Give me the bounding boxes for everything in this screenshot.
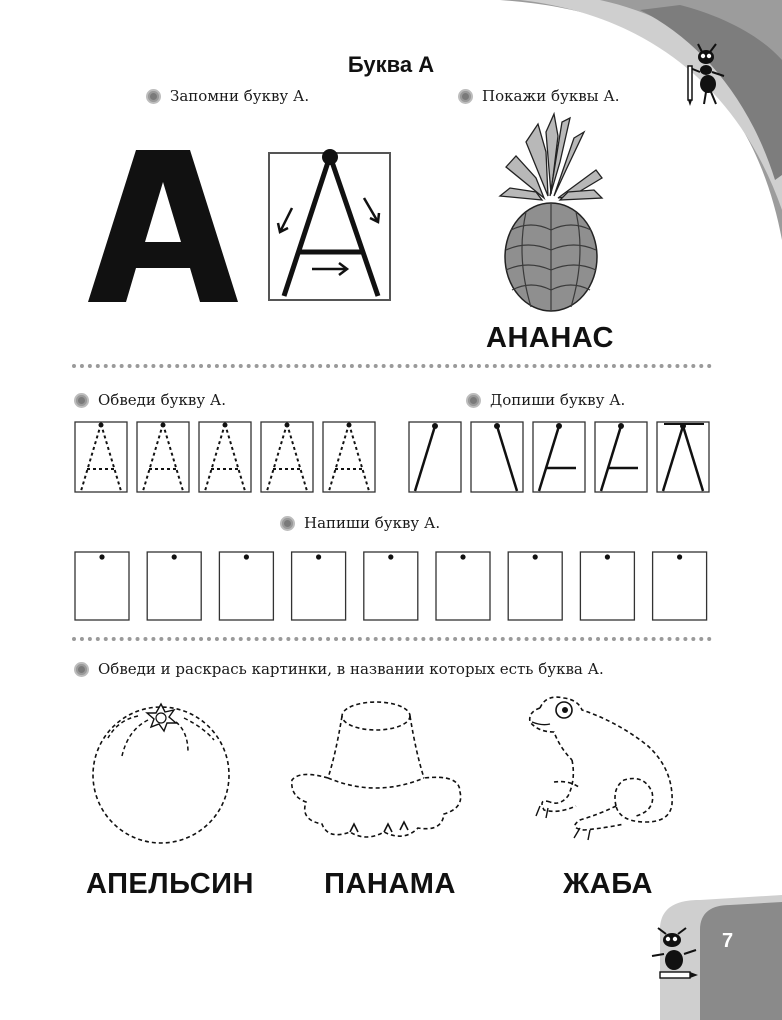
write-box[interactable]: [147, 552, 201, 620]
instr-color-text: Обведи и раскрась картинки, в названии которых есть буква А.: [98, 660, 604, 678]
finish-box[interactable]: [409, 422, 461, 492]
finish-box[interactable]: [595, 422, 647, 492]
write-box[interactable]: [580, 552, 634, 620]
instr-write: [280, 514, 440, 532]
bullet-icon: [146, 89, 161, 104]
page-title: Буква А: [347, 52, 435, 77]
divider: [72, 364, 712, 368]
word-pineapple: АНАНАС: [486, 322, 614, 354]
instr-trace: [74, 391, 226, 409]
write-box[interactable]: [292, 552, 346, 620]
instr-trace-text: Обведи букву А.: [98, 391, 227, 409]
write-box[interactable]: [436, 552, 490, 620]
instr-remember: [146, 87, 309, 105]
bullet-icon: [458, 89, 473, 104]
word-frog: ЖАБА: [563, 868, 653, 900]
ant-mascot-icon: [684, 44, 734, 106]
instr-color: [74, 660, 604, 678]
write-box[interactable]: [364, 552, 418, 620]
instr-write-text: Напиши букву А.: [304, 514, 441, 532]
word-orange: АПЕЛЬСИН: [86, 868, 254, 900]
divider: [72, 637, 712, 641]
trace-box[interactable]: [75, 422, 127, 492]
bullet-icon: [74, 393, 89, 408]
finish-box[interactable]: [471, 422, 523, 492]
trace-box[interactable]: [137, 422, 189, 492]
bullet-icon: [280, 516, 295, 531]
letter-a-stroke-order: [268, 150, 392, 302]
write-box[interactable]: [75, 552, 129, 620]
write-box[interactable]: [653, 552, 707, 620]
bullet-icon: [466, 393, 481, 408]
trace-box[interactable]: [199, 422, 251, 492]
pineapple-image: [496, 112, 606, 312]
finish-box[interactable]: [533, 422, 585, 492]
big-letter-a: [88, 150, 238, 305]
finish-boxes: [408, 420, 708, 494]
bullet-icon: [74, 662, 89, 677]
orange-image: [88, 700, 238, 846]
trace-box[interactable]: [323, 422, 375, 492]
write-box[interactable]: [508, 552, 562, 620]
page-number: 7: [722, 930, 734, 952]
instr-show-text: Покажи буквы А.: [482, 87, 620, 105]
trace-box[interactable]: [261, 422, 313, 492]
trace-boxes: [74, 420, 374, 494]
panama-hat-image: [288, 698, 464, 840]
finish-box[interactable]: [657, 422, 709, 492]
write-box[interactable]: [219, 552, 273, 620]
word-panama: ПАНАМА: [324, 868, 456, 900]
frog-image: [520, 688, 686, 842]
instr-finish: [466, 391, 625, 409]
write-boxes: [74, 550, 706, 622]
ant-mascot-icon: [650, 926, 700, 984]
instr-remember-text: Запомни букву А.: [170, 87, 310, 105]
instr-show: [458, 87, 620, 105]
instr-finish-text: Допиши букву А.: [490, 391, 626, 409]
